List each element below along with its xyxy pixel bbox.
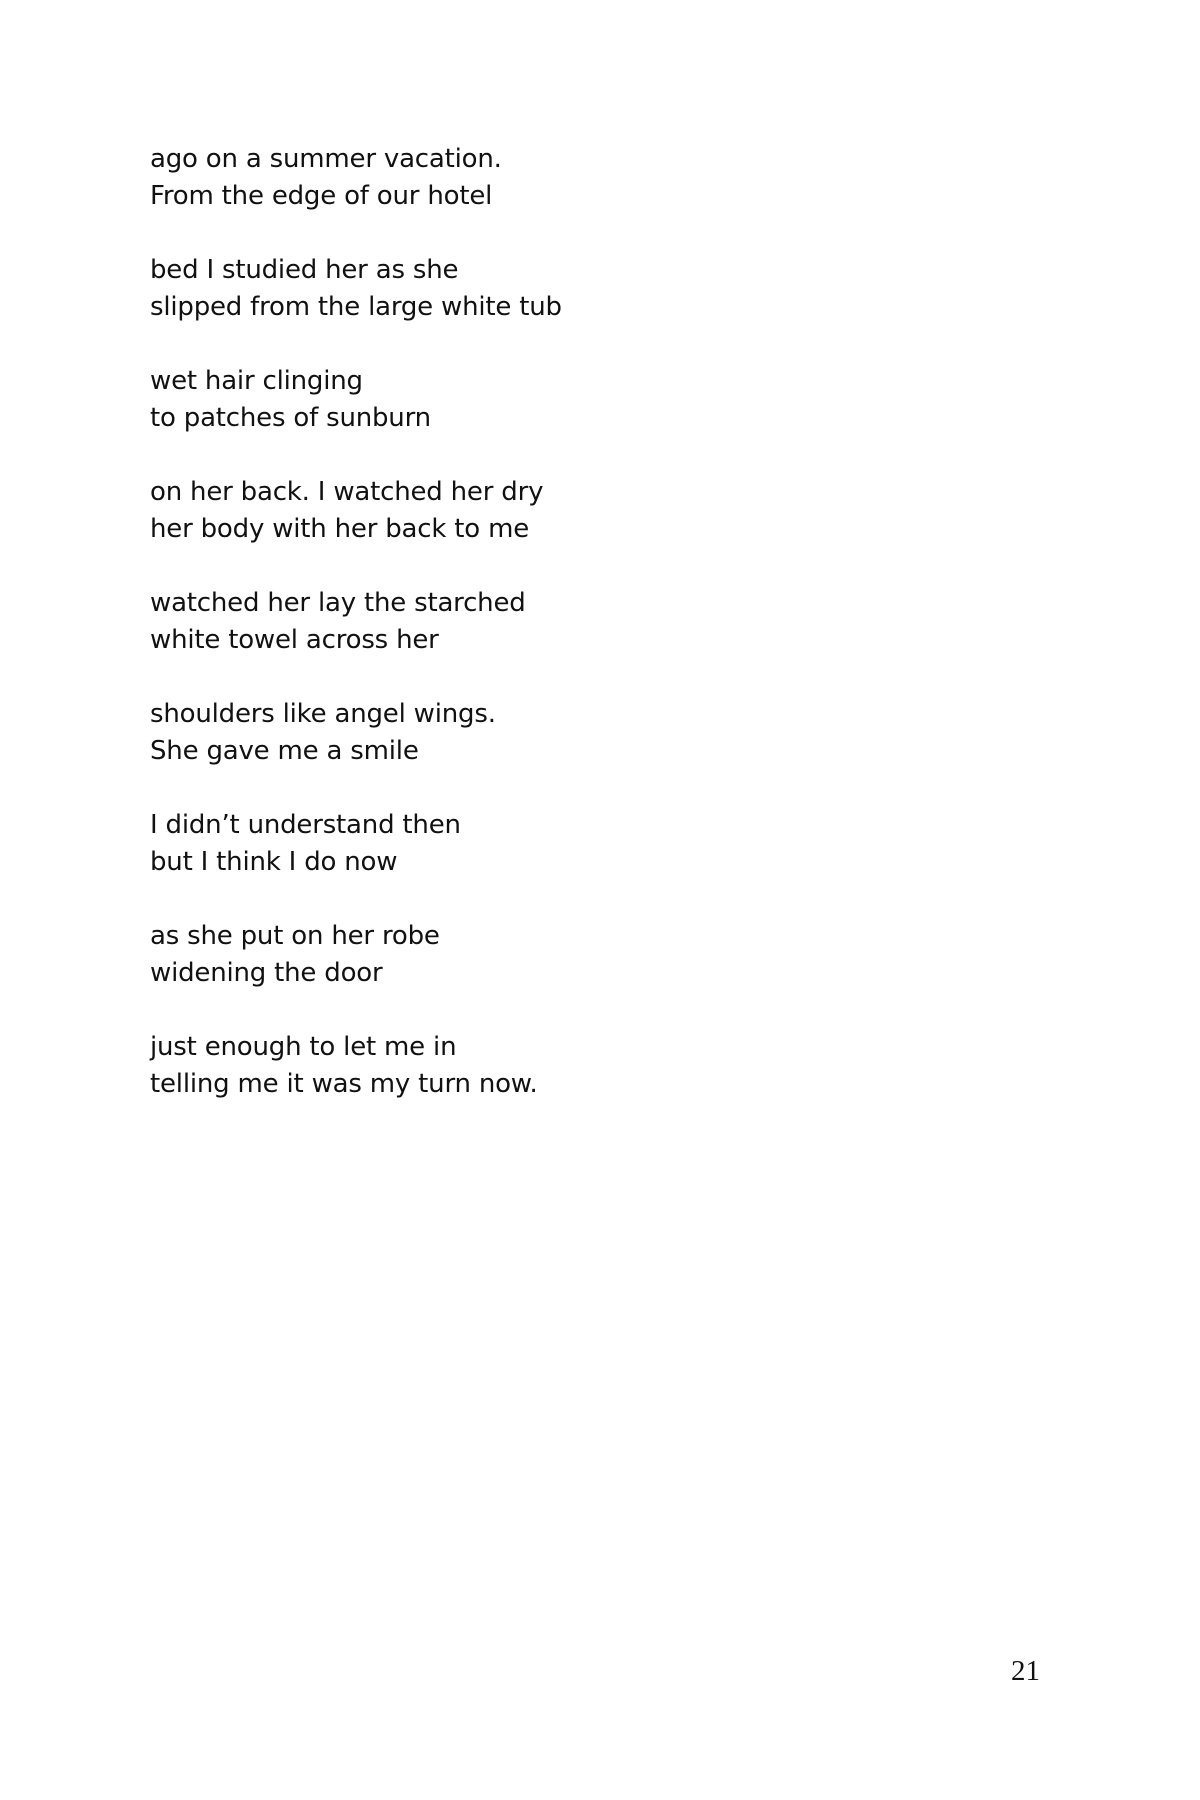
poem-line: telling me it was my turn now. bbox=[150, 1069, 538, 1099]
poem-line: widening the door bbox=[150, 958, 383, 988]
poem-line: white towel across her bbox=[150, 625, 439, 655]
page-number: 21 bbox=[1011, 1655, 1040, 1687]
poem-line: From the edge of our hotel bbox=[150, 181, 493, 211]
poem-line: shoulders like angel wings. bbox=[150, 699, 496, 729]
poem-line: I didn’t understand then bbox=[150, 810, 461, 840]
poem-line: just enough to let me in bbox=[150, 1032, 457, 1062]
stanza bbox=[150, 585, 950, 659]
stanza bbox=[150, 918, 950, 992]
poem-line: She gave me a smile bbox=[150, 736, 419, 766]
stanza bbox=[150, 252, 950, 326]
poem-line: ago on a summer vacation. bbox=[150, 144, 502, 174]
stanza bbox=[150, 141, 950, 215]
poem-line: wet hair clinging bbox=[150, 366, 363, 396]
poem-line: on her back. I watched her dry bbox=[150, 477, 544, 507]
poem-line: slipped from the large white tub bbox=[150, 292, 562, 322]
poem-line: bed I studied her as she bbox=[150, 255, 459, 285]
stanza bbox=[150, 1029, 950, 1103]
stanza bbox=[150, 696, 950, 770]
stanza bbox=[150, 807, 950, 881]
stanza bbox=[150, 474, 950, 548]
poem-line: to patches of sunburn bbox=[150, 403, 431, 433]
poem-body bbox=[150, 141, 950, 1103]
poem-line: but I think I do now bbox=[150, 847, 398, 877]
poem-line: watched her lay the starched bbox=[150, 588, 526, 618]
stanza bbox=[150, 363, 950, 437]
poem-line: as she put on her robe bbox=[150, 921, 440, 951]
poem-line: her body with her back to me bbox=[150, 514, 529, 544]
